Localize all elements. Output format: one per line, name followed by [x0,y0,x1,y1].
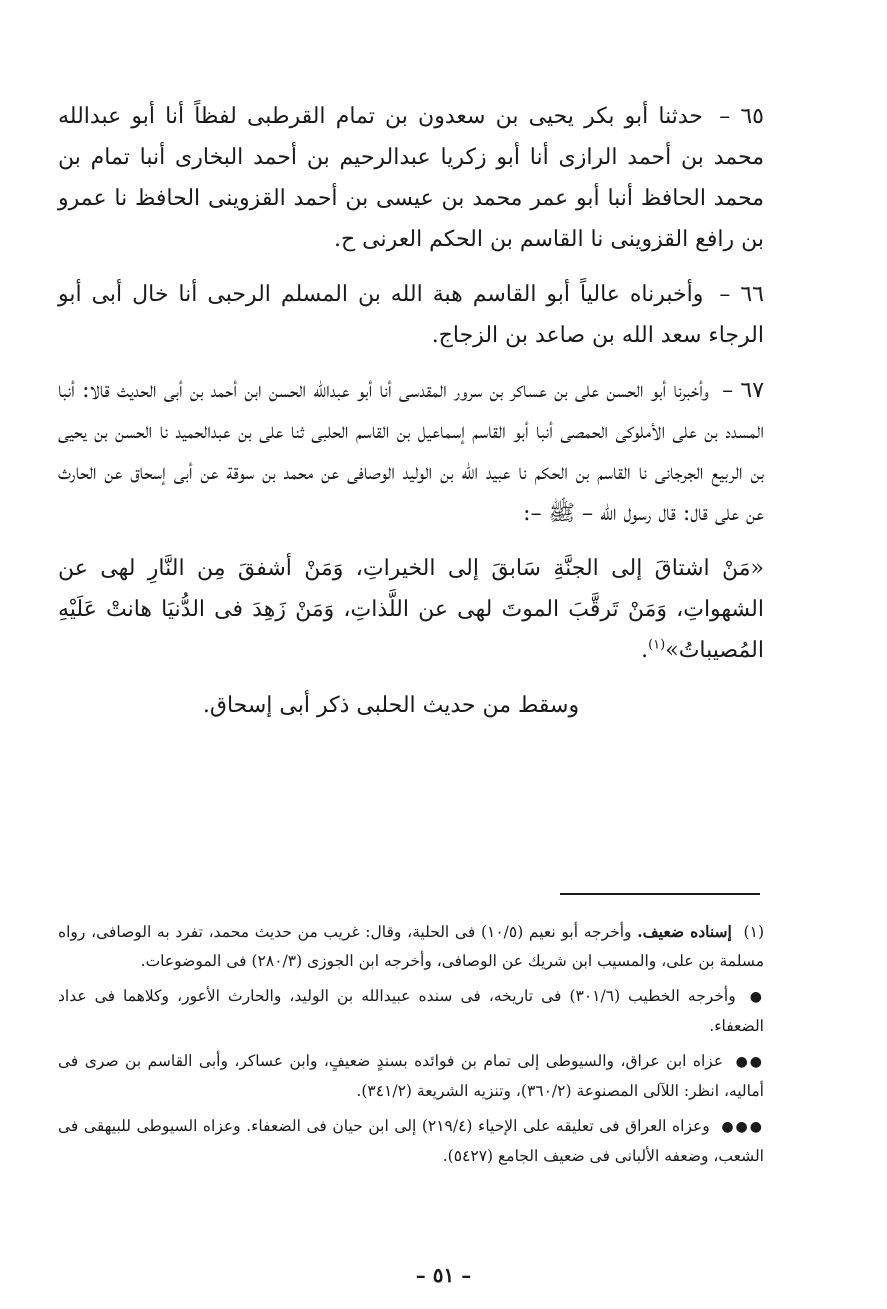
bullet-dots-icon: ●● [735,1054,764,1070]
paragraph-number: ٦٦ – [719,282,764,307]
hadith-chain-67 [58,370,764,534]
footnote-marker: (١) [743,923,764,941]
main-text [58,96,764,726]
hadith-quote: «مَنْ اشتاقَ إلى الجنَّةِ سَابقَ إلى الخيراتِ، وَمَنْ أشفقَ مِن النَّارِ لهى عن الشهواتِ، وَمَنْ تَرقَّبَ الموتَ لهى عن اللَّذاتِ، وَمَنْ زَهِدَ فى الدُّنيَا هانتْ عَلَيْهِ المُصيباتُ» [58,556,764,663]
footnote-divider [560,893,760,895]
page-number: – ٥١ – [415,1263,472,1287]
footnote-dot-3 [58,1112,764,1171]
footnote-dot-2 [58,1047,764,1106]
hadith-end: . [641,638,649,663]
hadith-text [58,548,764,671]
bullet-dots-icon: ●●● [721,1119,764,1135]
footnote-text: عزاه ابن عراق، والسيوطى إلى تمام بن فوائده بسندٍ ضعيفٍ، وابن عساكر، وأبى القاسم بن صرى فى أماليه، انظر: اللآلى المصنوعة (٣٦٠/٢)، وتنزيه الشريعة (٣٤١/٢). [58,1052,764,1100]
paragraph-number: ٦٧ – [722,378,765,403]
footnotes [58,917,764,1177]
note-line: وسقط من حديث الحلبى ذكر أبى إسحاق. [202,693,580,718]
paragraph-text: وأخبرناه عالياً أبو القاسم هبة الله بن المسلم الرحبى أنا خال أبى أبو الرجاء سعد الله بن صاعد بن الزجاج. [58,282,764,348]
footnote-text: وأخرجه الخطيب (٣٠١/٦) فى تاريخه، فى سنده عبيدالله بن الوليد، والحارث الأعور، وكلاهما فى عداد الضعفاء. [58,987,764,1035]
bullet-dot-icon: ● [749,989,764,1005]
footnote-dot-1 [58,982,764,1041]
paragraph-number: ٦٥ – [719,104,764,129]
footnote-text: وأخرجه أبو نعيم (١٠/٥) فى الحلية، وقال: غريب من حديث محمد، تفرد به الوصافى، رواه مسلمة بن على، والمسيب ابن شريك عن الوصافى، وأخرجه ابن الجوزى (٢٨٠/٣) فى الموضوعات. [58,923,764,970]
footnote-grade: إسناده ضعيف. [637,922,732,941]
footnote-reference[interactable]: (١) [648,637,666,653]
hadith-chain-66 [58,274,764,356]
footnote-text: وعزاه العراق فى تعليقه على الإحياء (٢١٩/٤) إلى ابن حيان فى الضعفاء. وعزاه السيوطى للبيهقى فى الشعب، وضعفه الألبانى فى ضعيف الجامع (٥٤٢٧). [58,1117,764,1165]
hadith-chain-65 [58,96,764,260]
paragraph-text: حدثنا أبو بكر يحيى بن سعدون بن تمام القرطبى لفظاً أنا أبو عبدالله محمد بن أحمد الرازى أنا أبو زكريا عبدالرحيم بن أحمد البخارى أنبا تمام بن محمد الحافظ أنبا أبو عمر محمد بن عيسى بن أحمد القزوينى الحافظ نا عمرو بن رافع القزوينى نا القاسم بن الحكم العرنى ح. [58,104,764,252]
paragraph-text: وأخبرنا أبو الحسن على بن عساكر بن سرور المقدسى أنا أبو عبدالله الحسن ابن أحمد بن أبى الحديث قالا: أنبا المسدد بن على الأملوكى الحمصى أنبا أبو القاسم إسماعيل بن القاسم الحلبى ثنا على بن عبدالحميد نا الحسن بن يحيى بن الربيع الجرجانى نا القاسم بن الحكم نا عبيد الله بن الوليد الوصافى عن محمد بن سوقة عن أبى إسحاق عن الحارث عن على قال: قال رسول الله – ﷺ –: [58,378,764,526]
footnote-1 [58,917,764,976]
